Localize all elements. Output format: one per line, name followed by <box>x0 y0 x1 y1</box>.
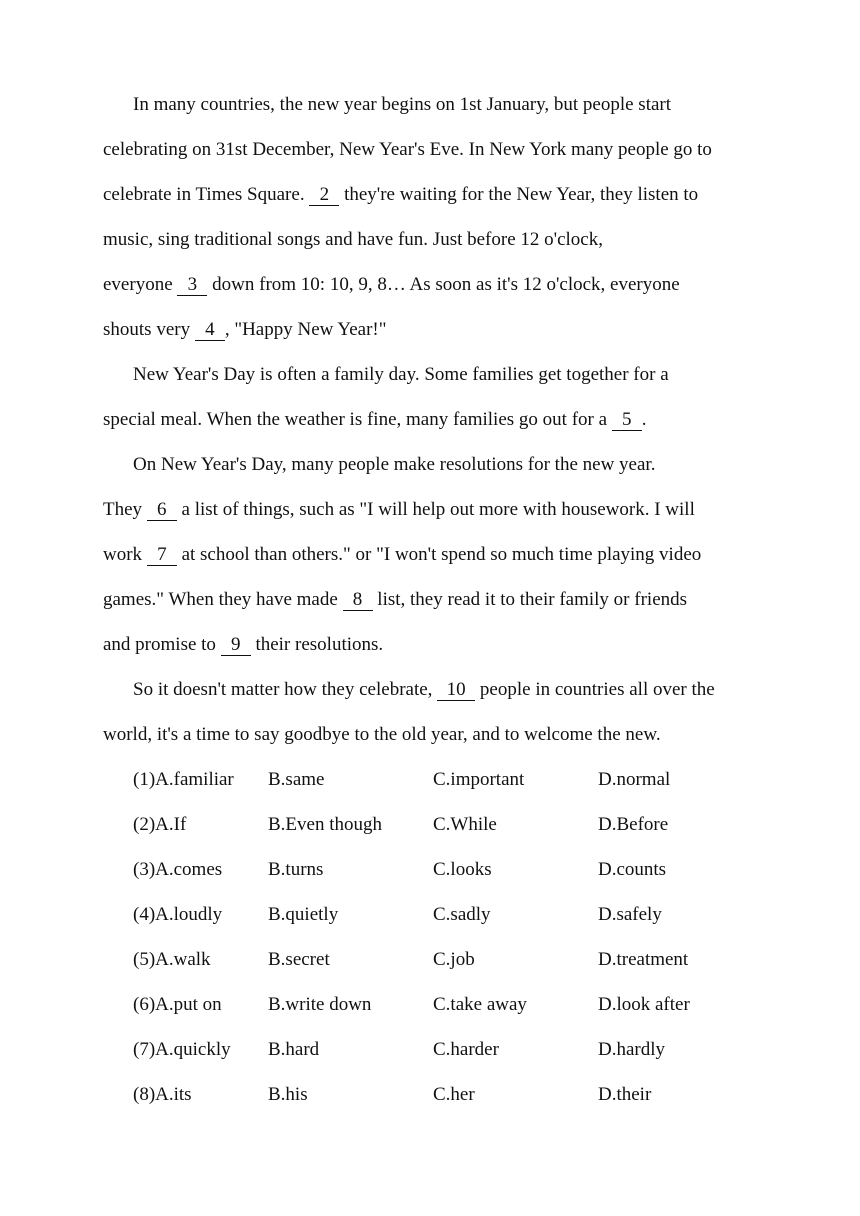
passage-line <box>103 633 383 657</box>
passage-line <box>133 678 715 702</box>
passage-text: celebrate in Times Square. <box>103 184 310 205</box>
option-d: D.safely <box>598 904 662 925</box>
option-c: C.harder <box>433 1039 499 1060</box>
option-c: C.her <box>433 1084 475 1105</box>
blank-9: 9 <box>221 635 251 656</box>
passage-line: world, it's a time to say goodbye to the old year, and to welcome the new. <box>103 724 661 745</box>
option-c: C.take away <box>433 994 527 1015</box>
option-a: (6)A.put on <box>133 994 222 1015</box>
passage-line: On New Year's Day, many people make resolutions for the new year. <box>133 454 656 475</box>
passage-text: down from 10: 10, 9, 8… As soon as it's 12 o'clock, everyone <box>212 274 680 295</box>
passage-line <box>103 498 695 522</box>
blank-7: 7 <box>147 545 177 566</box>
option-a: (3)A.comes <box>133 859 223 880</box>
option-b: B.write down <box>268 994 372 1015</box>
passage-text: special meal. When the weather is fine, many families go out for a <box>103 409 612 430</box>
option-c: C.While <box>433 814 497 835</box>
passage-text: work <box>103 544 147 565</box>
passage-text: they're waiting for the New Year, they listen to <box>344 184 699 205</box>
option-b: B.same <box>268 769 325 790</box>
option-a: (2)A.If <box>133 814 187 835</box>
option-d: D.their <box>598 1084 652 1105</box>
passage-line <box>103 273 680 297</box>
option-a: (8)A.its <box>133 1084 192 1105</box>
passage-text: So it doesn't matter how they celebrate, <box>133 679 438 700</box>
passage-line <box>103 588 687 612</box>
passage-line <box>103 543 701 567</box>
option-c: C.looks <box>433 859 492 880</box>
blank-5: 5 <box>612 410 642 431</box>
option-a: (1)A.familiar <box>133 769 234 790</box>
passage-text: list, they read it to their family or friends <box>377 589 688 610</box>
option-b: B.hard <box>268 1039 320 1060</box>
blank-2: 2 <box>309 185 339 206</box>
passage-text: people in countries all over the <box>479 679 715 700</box>
passage-line <box>103 183 698 207</box>
option-a: (5)A.walk <box>133 949 211 970</box>
option-a: (7)A.quickly <box>133 1039 231 1060</box>
option-d: D.Before <box>598 814 669 835</box>
passage-text: . <box>641 409 647 430</box>
passage-text: their resolutions. <box>255 634 384 655</box>
passage-text: at school than others." or "I won't spend so much time playing video <box>181 544 702 565</box>
passage-line: music, sing traditional songs and have fun. Just before 12 o'clock, <box>103 229 603 250</box>
option-d: D.normal <box>598 769 671 790</box>
blank-3: 3 <box>177 275 207 296</box>
passage-text: They <box>103 499 147 520</box>
passage-line: celebrating on 31st December, New Year's Eve. In New York many people go to <box>103 139 712 160</box>
passage-text: , "Happy New Year!" <box>224 319 387 340</box>
option-d: D.counts <box>598 859 667 880</box>
option-c: C.important <box>433 769 525 790</box>
passage-text: a list of things, such as "I will help out more with housework. I will <box>181 499 695 520</box>
passage-text: games." When they have made <box>103 589 343 610</box>
option-d: D.treatment <box>598 949 689 970</box>
passage-text: shouts very <box>103 319 195 340</box>
option-d: D.hardly <box>598 1039 666 1060</box>
option-b: B.his <box>268 1084 308 1105</box>
passage-line: In many countries, the new year begins on 1st January, but people start <box>133 94 672 115</box>
option-c: C.job <box>433 949 475 970</box>
option-b: B.turns <box>268 859 324 880</box>
passage-text: everyone <box>103 274 178 295</box>
option-d: D.look after <box>598 994 690 1015</box>
option-b: B.secret <box>268 949 330 970</box>
passage-text: and promise to <box>103 634 221 655</box>
option-b: B.quietly <box>268 904 339 925</box>
blank-6: 6 <box>147 500 177 521</box>
passage-line <box>103 408 647 432</box>
option-a: (4)A.loudly <box>133 904 223 925</box>
passage-line <box>103 318 387 342</box>
option-b: B.Even though <box>268 814 382 835</box>
blank-8: 8 <box>343 590 373 611</box>
blank-4: 4 <box>195 320 225 341</box>
blank-10: 10 <box>437 680 475 701</box>
passage-line: New Year's Day is often a family day. Some families get together for a <box>133 364 669 385</box>
option-c: C.sadly <box>433 904 491 925</box>
